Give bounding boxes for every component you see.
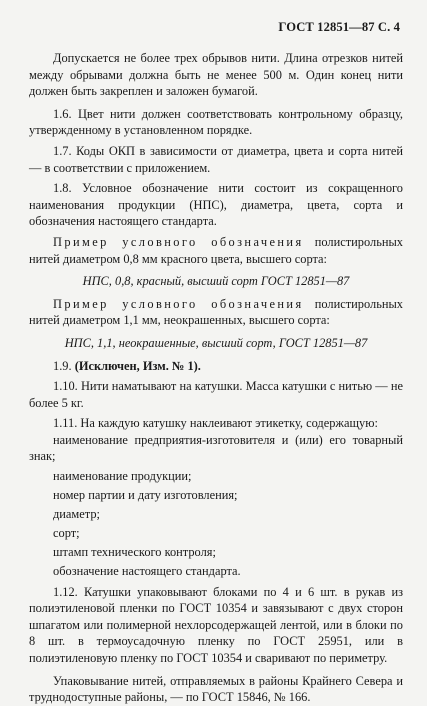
paragraph-1-6: 1.6. Цвет нити должен соответствовать контрольному образцу, утвержденному в установленном порядке.: [29, 106, 403, 138]
paragraph-1-11: 1.11. На каждую катушку наклеивают этикетку, содержащую:: [53, 416, 378, 431]
list-item: штамп технического контроля;: [53, 544, 216, 559]
paragraph-1-9-excluded: (Исключен, Изм. № 1).: [74, 358, 201, 373]
list-item: наименование предприятия-изготовителя и (или) его товарный знак;: [29, 432, 403, 464]
page-header: ГОСТ 12851—87 С. 4: [278, 20, 400, 34]
list-item: диаметр;: [53, 506, 100, 521]
example-2-rest: полистирольных нитей диаметром 1,1 мм, неокрашенных, высшего сорта:: [29, 296, 403, 328]
example-1-designation: НПС, 0,8, красный, высший сорт ГОСТ 12851—87: [82, 274, 350, 289]
paragraph-packaging-north: Упаковывание нитей, отправляемых в районы Крайнего Севера и труднодоступные районы, — по ГОСТ 15846, № 166.: [29, 673, 403, 705]
list-item: сорт;: [53, 525, 80, 540]
paragraph-breaks: Допускается не более трех обрывов нити. Длина отрезков нитей между обрывами должна быть не менее 500 м. Один конец нити должен быть закреплен и заложен бумагой.: [29, 51, 403, 99]
example-2-intro: [29, 296, 403, 329]
label-contents-list: [29, 432, 403, 580]
list-item: обозначение настоящего стандарта.: [53, 564, 241, 579]
example-1-intro: [29, 234, 403, 267]
example-2-lead: Пример условного обозначения: [53, 296, 304, 311]
paragraph-1-7: 1.7. Коды ОКП в зависимости от диаметра, цвета и сорта нитей — в соответствии с приложением.: [29, 143, 403, 175]
example-1-lead: Пример условного обозначения: [53, 234, 304, 249]
example-2-designation: НПС, 1,1, неокрашенные, высший сорт, ГОСТ 12851—87: [64, 335, 368, 350]
example-1-rest: полистирольных нитей диаметром 0,8 мм красного цвета, высшего сорта:: [29, 234, 403, 266]
paragraph-1-10: 1.10. Нити наматывают на катушки. Масса катушки с нитью — не более 5 кг.: [29, 379, 403, 410]
list-item: наименование продукции;: [53, 468, 192, 483]
document-body: [29, 50, 403, 706]
paragraph-1-12: 1.12. Катушки упаковывают блоками по 4 и 6 шт. в рукав из полиэтиленовой пленки по ГОСТ 10354 и завязывают с двух сторон шпагатом или полимерной нехлорсодержащей лентой, или в блоки по 8 шт. в термоусадочную пленку по ГОСТ 25951, или в полиэтиленовую пленку по ГОСТ 10354 и сваривают по периметру.: [29, 584, 403, 665]
paragraph-1-9: [29, 358, 403, 375]
paragraph-1-9-number: 1.9.: [53, 358, 75, 373]
list-item: номер партии и дату изготовления;: [53, 487, 238, 502]
paragraph-1-8: 1.8. Условное обозначение нити состоит из сокращенного наименования продукции (НПС), диаметра, цвета, сорта и обозначения настоящего стандарта.: [29, 181, 403, 229]
